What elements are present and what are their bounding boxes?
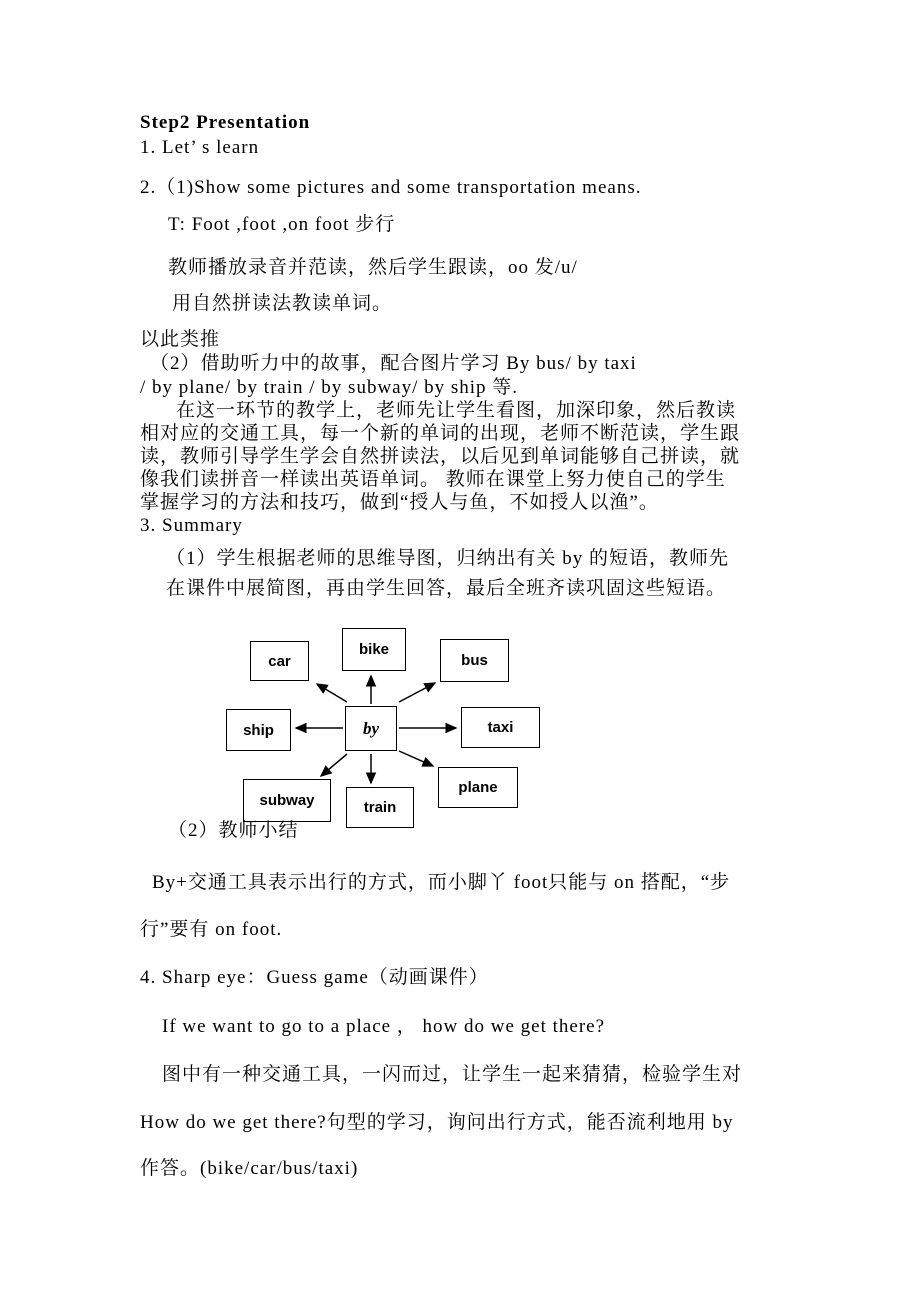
- mindmap-node-taxi: taxi: [461, 707, 540, 748]
- mindmap-node-subway: subway: [243, 779, 331, 822]
- para-teaching-line5: 掌握学习的方法和技巧，做到“授人与鱼，不如授人以渔”。: [140, 492, 659, 513]
- mindmap-node-plane: plane: [438, 767, 518, 808]
- mindmap-center-by: by: [345, 706, 397, 751]
- by-transport-mindmap: [220, 618, 560, 838]
- line-guess-desc-2: How do we get there?句型的学习，询问出行方式，能否流利地用 by: [140, 1112, 734, 1133]
- para-teaching-line4: 像我们读拼音一样读出英语单词。 教师在课堂上努力使自己的学生: [140, 469, 726, 490]
- heading-step2-presentation: Step2 Presentation: [140, 112, 311, 133]
- line-guess-desc-3: 作答。(bike/car/bus/taxi): [140, 1158, 359, 1179]
- line-guess-desc-1: 图中有一种交通工具，一闪而过，让学生一起来猜猜，检验学生对: [162, 1064, 743, 1085]
- arrow-to-bus: [399, 683, 435, 702]
- line-by-foot-1: By+交通工具表示出行的方式，而小脚丫 foot只能与 on 搭配，“步: [152, 872, 731, 893]
- para-teaching-line3: 读，教师引导学生学会自然拼读法，以后见到单词能够自己拼读，就: [140, 446, 741, 467]
- line-summary-1b: 在课件中展简图，再由学生回答，最后全班齐读巩固这些短语。: [166, 578, 727, 599]
- line-summary-1a: （1）学生根据老师的思维导图，归纳出有关 by 的短语，教师先: [166, 548, 730, 569]
- line-by-bus-taxi: （2）借助听力中的故事，配合图片学习 By bus/ by taxi: [150, 353, 637, 374]
- mindmap-node-ship: ship: [226, 709, 291, 751]
- line-by-foot-2: 行”要有 on foot.: [140, 919, 283, 940]
- line-teacher-summary: （2）教师小结: [168, 820, 299, 841]
- line-by-plane-train: / by plane/ by train / by subway/ by ship 等.: [140, 377, 519, 398]
- line-if-we-want: If we want to go to a place ， how do we get there?: [162, 1016, 606, 1037]
- line-summary-heading: 3. Summary: [140, 515, 243, 536]
- para-teaching-line2: 相对应的交通工具，每一个新的单词的出现，老师不断范读，学生跟: [140, 423, 741, 444]
- arrow-to-car: [317, 684, 347, 702]
- line-sharp-eye: 4. Sharp eye：Guess game（动画课件）: [140, 967, 489, 988]
- arrow-to-plane: [399, 751, 433, 766]
- mindmap-node-bike: bike: [342, 628, 406, 671]
- mindmap-node-bus: bus: [440, 639, 509, 682]
- line-phonics-method: 用自然拼读法教读单词。: [172, 293, 393, 314]
- arrow-to-subway: [321, 754, 347, 776]
- line-yicileitui: 以此类推: [140, 329, 221, 350]
- line-show-pictures: 2.（1)Show some pictures and some transportation means.: [140, 177, 642, 198]
- mindmap-node-train: train: [346, 787, 414, 828]
- line-listen-and-repeat: 教师播放录音并范读，然后学生跟读，oo 发/u/: [168, 257, 578, 278]
- mindmap-node-car: car: [250, 641, 309, 681]
- para-teaching-line1: 在这一环节的教学上，老师先让学生看图，加深印象，然后教读: [176, 400, 737, 421]
- line-lets-learn: 1. Let’ s learn: [140, 137, 260, 158]
- line-t-foot: T: Foot ,foot ,on foot 步行: [168, 214, 396, 235]
